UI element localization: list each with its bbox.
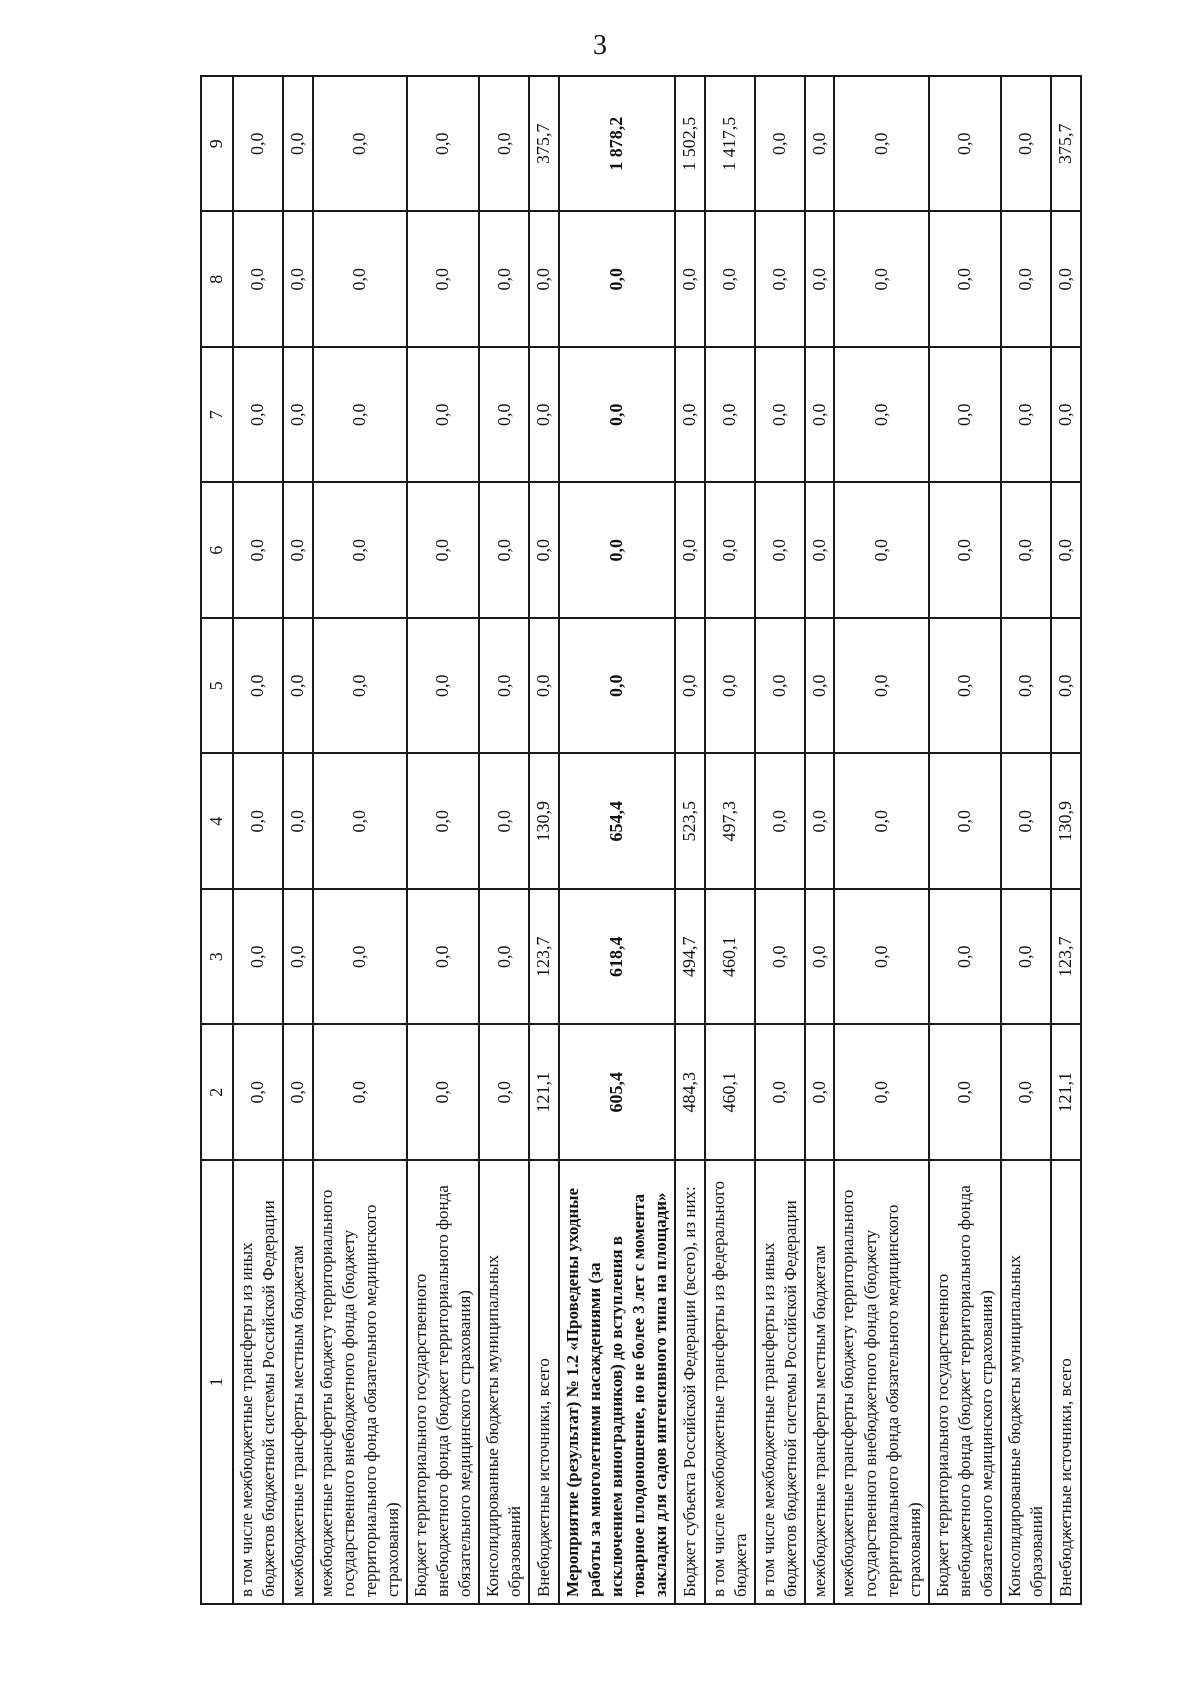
value-cell: 0,0 [755, 618, 805, 754]
table-row [755, 76, 805, 1604]
value-cell: 0,0 [705, 347, 755, 483]
value-cell: 0,0 [929, 618, 1001, 754]
header-cell: 4 [201, 754, 233, 890]
value-cell: 0,0 [805, 1025, 834, 1161]
table-row [929, 76, 1001, 1604]
value-cell: 0,0 [479, 483, 529, 619]
value-cell: 0,0 [834, 1025, 928, 1161]
value-cell: 0,0 [559, 483, 675, 619]
value-cell: 0,0 [805, 754, 834, 890]
value-cell: 0,0 [283, 76, 312, 212]
header-cell: 3 [201, 889, 233, 1025]
table-row [233, 76, 283, 1604]
row-label: Бюджет субъекта Российской Федерации (всего), из них: [675, 1160, 704, 1604]
table-row [283, 76, 312, 1604]
value-cell: 130,9 [1051, 754, 1080, 890]
value-cell: 0,0 [233, 76, 283, 212]
value-cell: 0,0 [929, 76, 1001, 212]
value-cell: 0,0 [479, 889, 529, 1025]
value-cell: 0,0 [1001, 618, 1051, 754]
value-cell: 0,0 [834, 889, 928, 1025]
value-cell: 0,0 [805, 483, 834, 619]
value-cell: 0,0 [1001, 483, 1051, 619]
value-cell: 0,0 [805, 212, 834, 348]
value-cell: 0,0 [705, 618, 755, 754]
rotated-table-area [200, 75, 1200, 1597]
value-cell: 497,3 [705, 754, 755, 890]
row-label: в том числе межбюджетные трансферты из иных бюджетов бюджетной системы Российской Федерации [233, 1160, 283, 1604]
value-cell: 0,0 [1001, 76, 1051, 212]
value-cell: 0,0 [834, 618, 928, 754]
row-label: в том числе межбюджетные трансферты из иных бюджетов бюджетной системы Российской Федерации [755, 1160, 805, 1604]
header-cell: 1 [201, 1160, 233, 1604]
table-row [479, 76, 529, 1604]
row-label: межбюджетные трансферты местным бюджетам [283, 1160, 312, 1604]
value-cell: 0,0 [233, 483, 283, 619]
value-cell: 0,0 [675, 483, 704, 619]
value-cell: 0,0 [805, 889, 834, 1025]
value-cell: 0,0 [755, 483, 805, 619]
value-cell: 0,0 [283, 483, 312, 619]
row-label: Мероприятие (результат) № 1.2 «Проведены уходные работы за многолетними насаждениями (за исключением виноградников) до вступления в товарное плодоношение, но не более 3 лет с момента закладки для садов интенсивного типа на площади» [559, 1160, 675, 1604]
value-cell: 494,7 [675, 889, 704, 1025]
table-row [407, 76, 479, 1604]
value-cell: 0,0 [929, 483, 1001, 619]
table-row [675, 76, 704, 1604]
value-cell: 0,0 [559, 347, 675, 483]
row-label: Внебюджетные источники, всего [1051, 1160, 1080, 1604]
value-cell: 0,0 [1001, 754, 1051, 890]
value-cell: 0,0 [929, 347, 1001, 483]
value-cell: 0,0 [755, 347, 805, 483]
value-cell: 618,4 [559, 889, 675, 1025]
value-cell: 0,0 [407, 483, 479, 619]
value-cell: 0,0 [313, 212, 407, 348]
value-cell: 0,0 [283, 754, 312, 890]
value-cell: 0,0 [313, 889, 407, 1025]
value-cell: 121,1 [1051, 1025, 1080, 1161]
value-cell: 0,0 [407, 618, 479, 754]
value-cell: 0,0 [755, 1025, 805, 1161]
header-cell: 7 [201, 347, 233, 483]
value-cell: 0,0 [313, 618, 407, 754]
value-cell: 0,0 [313, 483, 407, 619]
value-cell: 0,0 [313, 1025, 407, 1161]
row-label: в том числе межбюджетные трансферты из федерального бюджета [705, 1160, 755, 1604]
value-cell: 0,0 [929, 754, 1001, 890]
value-cell: 0,0 [559, 618, 675, 754]
value-cell: 0,0 [755, 212, 805, 348]
value-cell: 0,0 [479, 212, 529, 348]
value-cell: 0,0 [929, 212, 1001, 348]
value-cell: 0,0 [559, 212, 675, 348]
value-cell: 1 878,2 [559, 76, 675, 212]
table-row [559, 76, 675, 1604]
rotated-table-inner [200, 75, 1100, 1605]
header-cell: 8 [201, 212, 233, 348]
value-cell: 0,0 [1051, 347, 1080, 483]
value-cell: 0,0 [705, 212, 755, 348]
value-cell: 0,0 [233, 1025, 283, 1161]
value-cell: 0,0 [1001, 347, 1051, 483]
value-cell: 0,0 [407, 347, 479, 483]
table-row [805, 76, 834, 1604]
value-cell: 0,0 [479, 754, 529, 890]
value-cell: 460,1 [705, 889, 755, 1025]
value-cell: 0,0 [805, 618, 834, 754]
value-cell: 0,0 [407, 212, 479, 348]
value-cell: 0,0 [407, 889, 479, 1025]
value-cell: 121,1 [529, 1025, 558, 1161]
value-cell: 0,0 [313, 347, 407, 483]
value-cell: 0,0 [283, 347, 312, 483]
value-cell: 0,0 [834, 76, 928, 212]
value-cell: 1 502,5 [675, 76, 704, 212]
value-cell: 0,0 [755, 889, 805, 1025]
value-cell: 0,0 [834, 754, 928, 890]
value-cell: 0,0 [1051, 618, 1080, 754]
table-row [834, 76, 928, 1604]
page-number: 3 [593, 30, 607, 61]
value-cell: 375,7 [1051, 76, 1080, 212]
value-cell: 123,7 [1051, 889, 1080, 1025]
value-cell: 0,0 [233, 347, 283, 483]
value-cell: 0,0 [233, 754, 283, 890]
budget-table [200, 75, 1082, 1605]
header-row [201, 76, 233, 1604]
value-cell: 0,0 [755, 754, 805, 890]
table-row [705, 76, 755, 1604]
header-cell: 6 [201, 483, 233, 619]
value-cell: 0,0 [675, 347, 704, 483]
row-label: Консолидированные бюджеты муниципальных образований [1001, 1160, 1051, 1604]
row-label: Внебюджетные источники, всего [529, 1160, 558, 1604]
value-cell: 1 417,5 [705, 76, 755, 212]
value-cell: 0,0 [929, 889, 1001, 1025]
header-cell: 5 [201, 618, 233, 754]
value-cell: 654,4 [559, 754, 675, 890]
row-label: Консолидированные бюджеты муниципальных образований [479, 1160, 529, 1604]
value-cell: 0,0 [283, 889, 312, 1025]
value-cell: 0,0 [1001, 889, 1051, 1025]
value-cell: 0,0 [283, 1025, 312, 1161]
value-cell: 0,0 [1001, 212, 1051, 348]
value-cell: 0,0 [705, 483, 755, 619]
value-cell: 0,0 [529, 483, 558, 619]
header-cell: 2 [201, 1025, 233, 1161]
value-cell: 484,3 [675, 1025, 704, 1161]
value-cell: 0,0 [529, 212, 558, 348]
table-row [529, 76, 558, 1604]
value-cell: 0,0 [283, 618, 312, 754]
value-cell: 0,0 [834, 347, 928, 483]
table-row [313, 76, 407, 1604]
value-cell: 0,0 [529, 618, 558, 754]
value-cell: 0,0 [407, 754, 479, 890]
value-cell: 0,0 [929, 1025, 1001, 1161]
value-cell: 130,9 [529, 754, 558, 890]
value-cell: 0,0 [834, 483, 928, 619]
table-row [1051, 76, 1080, 1604]
value-cell: 0,0 [529, 347, 558, 483]
value-cell: 375,7 [529, 76, 558, 212]
value-cell: 0,0 [407, 1025, 479, 1161]
row-label: Бюджет территориального государственного внебюджетного фонда (бюджет территориального фонда обязательного медицинского страхования) [929, 1160, 1001, 1604]
row-label: межбюджетные трансферты бюджету территориального государственного внебюджетного фонда (бюджету территориального фонда обязательного медицинского страхования) [313, 1160, 407, 1604]
value-cell: 0,0 [479, 76, 529, 212]
value-cell: 0,0 [675, 618, 704, 754]
value-cell: 0,0 [834, 212, 928, 348]
value-cell: 0,0 [1051, 212, 1080, 348]
value-cell: 605,4 [559, 1025, 675, 1161]
value-cell: 0,0 [479, 1025, 529, 1161]
value-cell: 0,0 [479, 618, 529, 754]
row-label: Бюджет территориального государственного внебюджетного фонда (бюджет территориального фонда обязательного медицинского страхования) [407, 1160, 479, 1604]
value-cell: 0,0 [233, 889, 283, 1025]
value-cell: 123,7 [529, 889, 558, 1025]
table-row [1001, 76, 1051, 1604]
value-cell: 0,0 [233, 212, 283, 348]
value-cell: 0,0 [233, 618, 283, 754]
value-cell: 0,0 [407, 76, 479, 212]
value-cell: 0,0 [805, 347, 834, 483]
value-cell: 0,0 [479, 347, 529, 483]
row-label: межбюджетные трансферты бюджету территориального государственного внебюджетного фонда (бюджету территориального фонда обязательного медицинского страхования) [834, 1160, 928, 1604]
value-cell: 460,1 [705, 1025, 755, 1161]
row-label: межбюджетные трансферты местным бюджетам [805, 1160, 834, 1604]
value-cell: 0,0 [1001, 1025, 1051, 1161]
value-cell: 0,0 [805, 76, 834, 212]
value-cell: 0,0 [675, 212, 704, 348]
value-cell: 0,0 [283, 212, 312, 348]
value-cell: 523,5 [675, 754, 704, 890]
header-cell: 9 [201, 76, 233, 212]
value-cell: 0,0 [313, 754, 407, 890]
value-cell: 0,0 [755, 76, 805, 212]
value-cell: 0,0 [1051, 483, 1080, 619]
budget-table-body [201, 76, 1081, 1604]
value-cell: 0,0 [313, 76, 407, 212]
